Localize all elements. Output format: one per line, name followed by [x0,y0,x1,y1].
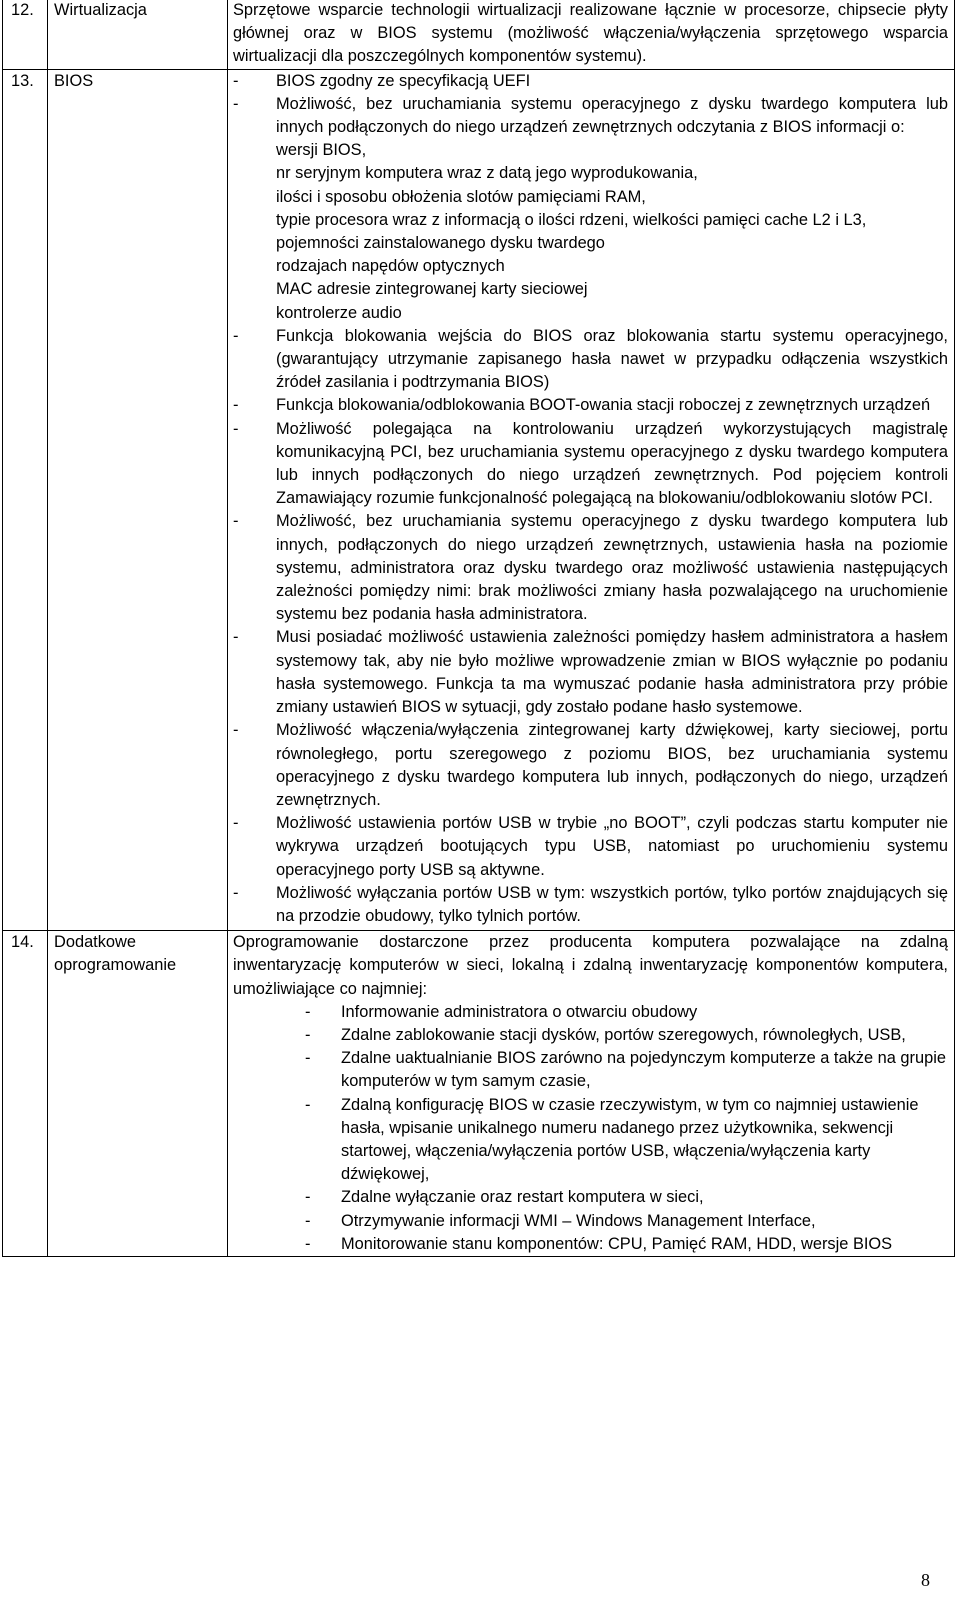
list-item: - Możliwość ustawienia portów USB w trybie „no BOOT”, czyli podczas startu komputer nie wykrywa urządzeń bootujących typu USB, natomiast po uruchomieniu systemu operacyjnego porty USB są aktywne. [233,814,948,879]
list-item: - Zdalne uaktualnianie BIOS zarówno na pojedynczym komputerze a także na grupie komputerów w tym samym czasie, [305,1049,946,1091]
row-description [228,69,955,931]
specification-table [2,0,955,1257]
row-name: Dodatkowe oprogramowanie [48,931,228,1257]
list-item: - Możliwość, bez uruchamiania systemu operacyjnego z dysku twardego komputera lub innych, podłączonych do niego urządzeń zewnętrznych, ustawienia hasła na poziomie systemu, administratora oraz dysku twardego oraz możliwość ustawienia następujących zależności pomiędzy nimi: brak możliwości zmiany hasła pozwalającego na uruchomienie systemu bez podania hasła administratora. [233,512,948,624]
list-item: MAC adresie zintegrowanej karty sieciowej [276,280,588,299]
list-item: - Możliwość polegająca na kontrolowaniu urządzeń wykorzystujących magistralę komunikacyjną PCI, bez uruchamiania systemu operacyjnego z dysku twardego komputera lub innych podłączonych do niego urządzeń zewnętrznych. Pod pojęciem kontroli Zamawiający rozumie funkcjonalność polegającą na blokowaniu/odblokowaniu slotów PCI. [233,419,948,508]
row-number: 13. [3,69,48,931]
list-item: - Zdalną konfigurację BIOS w czasie rzeczywistym, w tym co najmniej ustawienie hasła, wpisanie unikalnego numeru nadanego przez użytkownika, sekwencji startowej, włączenia/wyłączenia portów USB, włączenia/wyłączenia karty dźwiękowej, [305,1095,919,1184]
dash-bullet: - [305,1095,311,1114]
list-item: ilości i sposobu obłożenia slotów pamięciami RAM, [276,187,646,206]
list-item: - Otrzymywanie informacji WMI – Windows Management Interface, [305,1210,948,1233]
dash-bullet: - [305,1234,311,1253]
dash-bullet: - [233,512,239,531]
table-row-virtualization [3,0,955,69]
dash-bullet: - [233,721,239,740]
dash-bullet: - [305,1025,311,1044]
dash-bullet: - [233,71,239,90]
list-item: - Zdalne zablokowanie stacji dysków, portów szeregowych, równoległych, USB, [305,1024,948,1047]
dash-bullet: - [233,419,239,438]
list-item: - Możliwość, bez uruchamiania systemu operacyjnego z dysku twardego komputera lub innych podłączonych do niego urządzeń zewnętrznych odczytania z BIOS informacji o: wersji BIOS, nr seryjnym komputera wraz z datą jego wyprodukowania, ilości i sposobu obłożenia slotów pamięciami RAM, typie procesora wraz z informacją o ilości rdzeni, wielkości pamięci cache L2 i L3, pojemności zainstalowanego dysku twardego rodzajach napędów optycznych MAC adresie zintegrowanej karty sieciowej kontrolerze audio [233,93,948,325]
list-item: nr seryjnym komputera wraz z datą jego wyprodukowania, [276,164,698,183]
list-item: - Musi posiadać możliwość ustawienia zależności pomiędzy hasłem administratora a hasłem systemowy tak, aby nie było możliwe wprowadzenie zmian w BIOS wyłącznie po podaniu hasła systemowego. Funkcja ta ma wymuszać podanie hasła administratora przy próbie zmiany ustawień BIOS w sytuacji, gdy zostało podane hasło systemowe. [233,628,948,717]
list-item: - Możliwość włączenia/wyłączenia zintegrowanej karty dźwiękowej, karty sieciowej, portu równoległego, portu szeregowego z poziomu BIOS, bez uruchamiania systemu operacyjnego z dysku twardego komputera lub innych, podłączonych do niego, urządzeń zewnętrznych. [233,721,948,809]
bios-info-list [276,139,948,325]
dash-bullet: - [233,326,239,345]
dash-bullet: - [305,1188,311,1207]
dash-bullet: - [305,1002,311,1021]
bios-requirements-list [233,70,948,929]
row-description: Sprzętowe wsparcie technologii wirtualizacji realizowane łącznie w procesorze, chipsecie płyty głównej oraz w BIOS systemu (możliwość włączenia/wyłączenia sprzętowego wsparcia wirtualizacji dla poszczególnych komponentów systemu). [228,0,955,69]
software-intro: Oprogramowanie dostarczone przez producenta komputera pozwalające na zdalną inwentaryzację komputerów w sieci, lokalną i zdalną inwentaryzację komponentów komputera, umożliwiające co najmniej: [233,933,948,998]
dash-bullet: - [233,94,239,113]
list-item: - Informowanie administratora o otwarciu obudowy [305,1001,948,1024]
list-item: - Zdalne wyłączanie oraz restart komputera w sieci, [305,1186,948,1209]
list-item: - Możliwość wyłączania portów USB w tym: wszystkich portów, tylko portów znajdujących się na przodzie obudowy, tylko tylnich portów. [233,883,948,925]
row-description [228,931,955,1257]
dash-bullet: - [233,628,239,647]
dash-bullet: - [305,1049,311,1068]
dash-bullet: - [305,1211,311,1230]
dash-bullet: - [233,883,239,902]
list-item: - Funkcja blokowania wejścia do BIOS oraz blokowania startu systemu operacyjnego, (gwarantujący utrzymanie zapisanego hasła nawet w przypadku odłączenia wszystkich źródeł zasilania i podtrzymania BIOS) [233,326,948,392]
row-name: Wirtualizacja [48,0,228,69]
list-item: typie procesora wraz z informacją o ilości rdzeni, wielkości pamięci cache L2 i L3, [276,210,867,229]
list-item: pojemności zainstalowanego dysku twardego [276,234,605,253]
row-name: BIOS [48,69,228,931]
list-item: - BIOS zgodny ze specyfikacją UEFI [233,70,948,93]
list-item: wersji BIOS, [276,141,367,160]
list-item: kontrolerze audio [276,303,402,322]
table-row-additional-software [3,931,955,1257]
dash-bullet: - [233,814,239,833]
row-number: 12. [3,0,48,69]
row-number: 14. [3,931,48,1257]
list-item: - Monitorowanie stanu komponentów: CPU, Pamięć RAM, HDD, wersje BIOS [305,1233,948,1256]
table-row-bios [3,69,955,931]
list-item: rodzajach napędów optycznych [276,257,505,276]
page-number: 8 [921,1569,930,1590]
dash-bullet: - [233,396,239,415]
software-features-list [305,1001,948,1256]
list-item: - Funkcja blokowania/odblokowania BOOT-owania stacji roboczej z zewnętrznych urządzeń [233,394,948,417]
